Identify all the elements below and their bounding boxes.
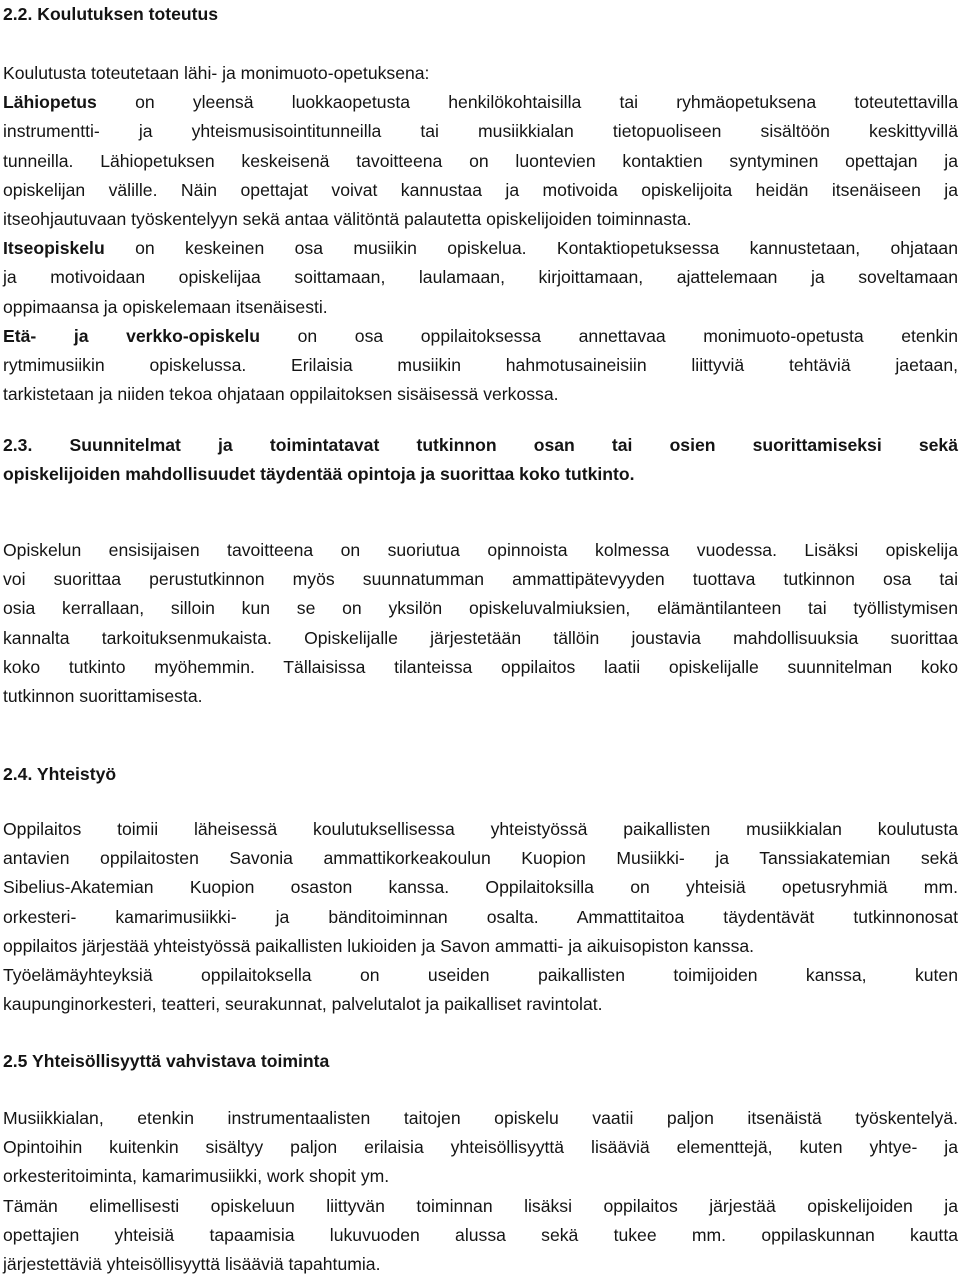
section-2-4-line: Oppilaitos toimii läheisessä koulutuksellisessa yhteistyössä paikallisten musiikkialan koulutusta bbox=[3, 819, 958, 839]
term-eta-verkko: Etä- ja verkko-opiskelu bbox=[3, 325, 261, 346]
paragraph-eta-line-1: Etä- ja verkko-opiskelu on osa oppilaitoksessa annettavaa monimuoto-opetusta etenkin bbox=[3, 325, 958, 346]
section-2-5-heading: 2.5 Yhteisöllisyyttä vahvistava toiminta bbox=[3, 1051, 330, 1071]
paragraph-lahiopetus-line-3: tunneilla. Lähiopetuksen keskeisenä tavoitteena on luontevien kontaktien syntyminen opettajan ja bbox=[3, 150, 958, 171]
paragraph-lahiopetus-line-1: Lähiopetus on yleensä luokkaopetusta henkilökohtaisilla tai ryhmäopetuksena toteutettavilla bbox=[3, 92, 959, 113]
section-2-5-line: Opintoihin kuitenkin sisältyy paljon erilaisia yhteisöllisyyttä lisääviä elementtejä, kuten yhtye- ja bbox=[3, 1137, 958, 1158]
section-2-4-body bbox=[3, 815, 958, 1019]
section-2-5-line: järjestettäviä yhteisöllisyyttä lisääviä tapahtumia. bbox=[3, 1254, 381, 1275]
intro-line: Koulutusta toteutetaan lähi- ja monimuoto-opetuksena: bbox=[3, 63, 430, 83]
term-itseopiskelu: Itseopiskelu bbox=[3, 238, 105, 259]
section-2-4-line: oppilaitos järjestää yhteistyössä paikallisten lukioiden ja Savon ammatti- ja aikuisopiston kanssa. bbox=[3, 935, 755, 956]
section-2-4-line: Sibelius-Akatemian Kuopion osaston kanssa. Oppilaitoksilla on yhteisiä opetusryhmiä mm. bbox=[3, 877, 958, 898]
section-2-3-line: voi suorittaa perustutkinnon myös suunnatumman ammattipätevyyden tuottava tutkinnon osa tai bbox=[3, 569, 958, 590]
paragraph-itseopiskelu-line-2: ja motivoidaan opiskelijaa soittamaan, laulamaan, kirjoittamaan, ajattelemaan ja soveltamaan bbox=[3, 267, 958, 288]
paragraph-itseopiskelu-line-3: oppimaansa ja opiskelemaan itsenäisesti. bbox=[3, 296, 328, 317]
paragraph-lahiopetus-line-5: itseohjautuvaan työskentelyyn sekä antaa välitöntä palautetta opiskelijoiden toiminnasta. bbox=[3, 209, 692, 230]
section-2-2-body bbox=[3, 59, 958, 409]
section-2-4-line: antavien oppilaitosten Savonia ammattikorkeakoulun Kuopion Musiikki- ja Tanssiakatemian sekä bbox=[3, 848, 958, 869]
section-2-3-line: tutkinnon suorittamisesta. bbox=[3, 686, 203, 707]
section-2-3-line: osia kerrallaan, silloin kun se on yksilön opiskeluvalmiuksien, elämäntilanteen tai työllistymisen bbox=[3, 598, 958, 619]
section-2-3-heading-line-2: opiskelijoiden mahdollisuudet täydentää opintoja ja suorittaa koko tutkinto. bbox=[3, 464, 635, 485]
section-2-4-line: orkesteri- kamarimusiikki- ja bänditoiminnan osalta. Ammattitaitoa täydentävät tutkinnonosat bbox=[3, 906, 958, 927]
section-2-5-line: opettajien yhteisiä tapaamisia lukuvuoden alussa sekä tukee mm. oppilaskunnan kautta bbox=[3, 1224, 958, 1245]
section-2-5-line: Musiikkialan, etenkin instrumentaalisten taitojen opiskelu vaatii paljon itsenäistä työskentelyä. bbox=[3, 1108, 958, 1128]
section-2-2-heading: 2.2. Koulutuksen toteutus bbox=[3, 4, 219, 24]
section-2-4-line: kaupunginorkesteri, teatteri, seurakunnat, palvelutalot ja paikalliset ravintolat. bbox=[3, 994, 603, 1015]
term-lahiopetus: Lähiopetus bbox=[3, 92, 97, 113]
paragraph-lahiopetus-line-4: opiskelijan välille. Näin opettajat voivat kannustaa ja motivoida opiskelijoita heidän itsenäiseen ja bbox=[3, 179, 958, 200]
section-2-3-line: kannalta tarkoituksenmukaista. Opiskelijalle järjestetään tällöin joustavia mahdollisuuksia suorittaa bbox=[3, 627, 958, 648]
paragraph-lahiopetus-line-2: instrumentti- ja yhteismusisointitunneilla tai musiikkialan tietopuoliseen sisältöön keskittyvillä bbox=[3, 121, 958, 142]
section-2-3-line: koko tutkinto myöhemmin. Tällaisissa tilanteissa oppilaitos laatii opiskelijalle suunnitelman koko bbox=[3, 656, 958, 677]
section-2-4-line: Työelämäyhteyksiä oppilaitoksella on useiden paikallisten toimijoiden kanssa, kuten bbox=[3, 965, 958, 986]
section-2-5-body bbox=[3, 1104, 958, 1279]
section-2-4-heading: 2.4. Yhteistyö bbox=[3, 764, 117, 784]
paragraph-eta-line-2: rytmimusiikin opiskelussa. Erilaisia musiikin hahmotusaineisiin liittyviä tehtäviä jaetaan, bbox=[3, 355, 958, 376]
paragraph-itseopiskelu-line-1: Itseopiskelu on keskeinen osa musiikin opiskelua. Kontaktiopetuksessa kannustetaan, ohjataan bbox=[3, 238, 958, 259]
section-2-3-heading-line-1: 2.3. Suunnitelmat ja toimintatavat tutkinnon osan tai osien suorittamiseksi sekä bbox=[3, 435, 958, 455]
section-2-5-line: orkesteritoiminta, kamarimusiikki, work shopit ym. bbox=[3, 1166, 390, 1187]
section-2-3-body bbox=[3, 536, 958, 711]
section-2-3-heading bbox=[3, 431, 958, 489]
section-2-3-line: Opiskelun ensisijaisen tavoitteena on suoriutua opinnoista kolmessa vuodessa. Lisäksi opiskelija bbox=[3, 540, 958, 560]
paragraph-eta-line-3: tarkistetaan ja niiden tekoa ohjataan oppilaitoksen sisäisessä verkossa. bbox=[3, 384, 559, 405]
section-2-5-line: Tämän elimellisesti opiskeluun liittyvän toiminnan lisäksi oppilaitos järjestää opiskelijoiden ja bbox=[3, 1195, 958, 1216]
